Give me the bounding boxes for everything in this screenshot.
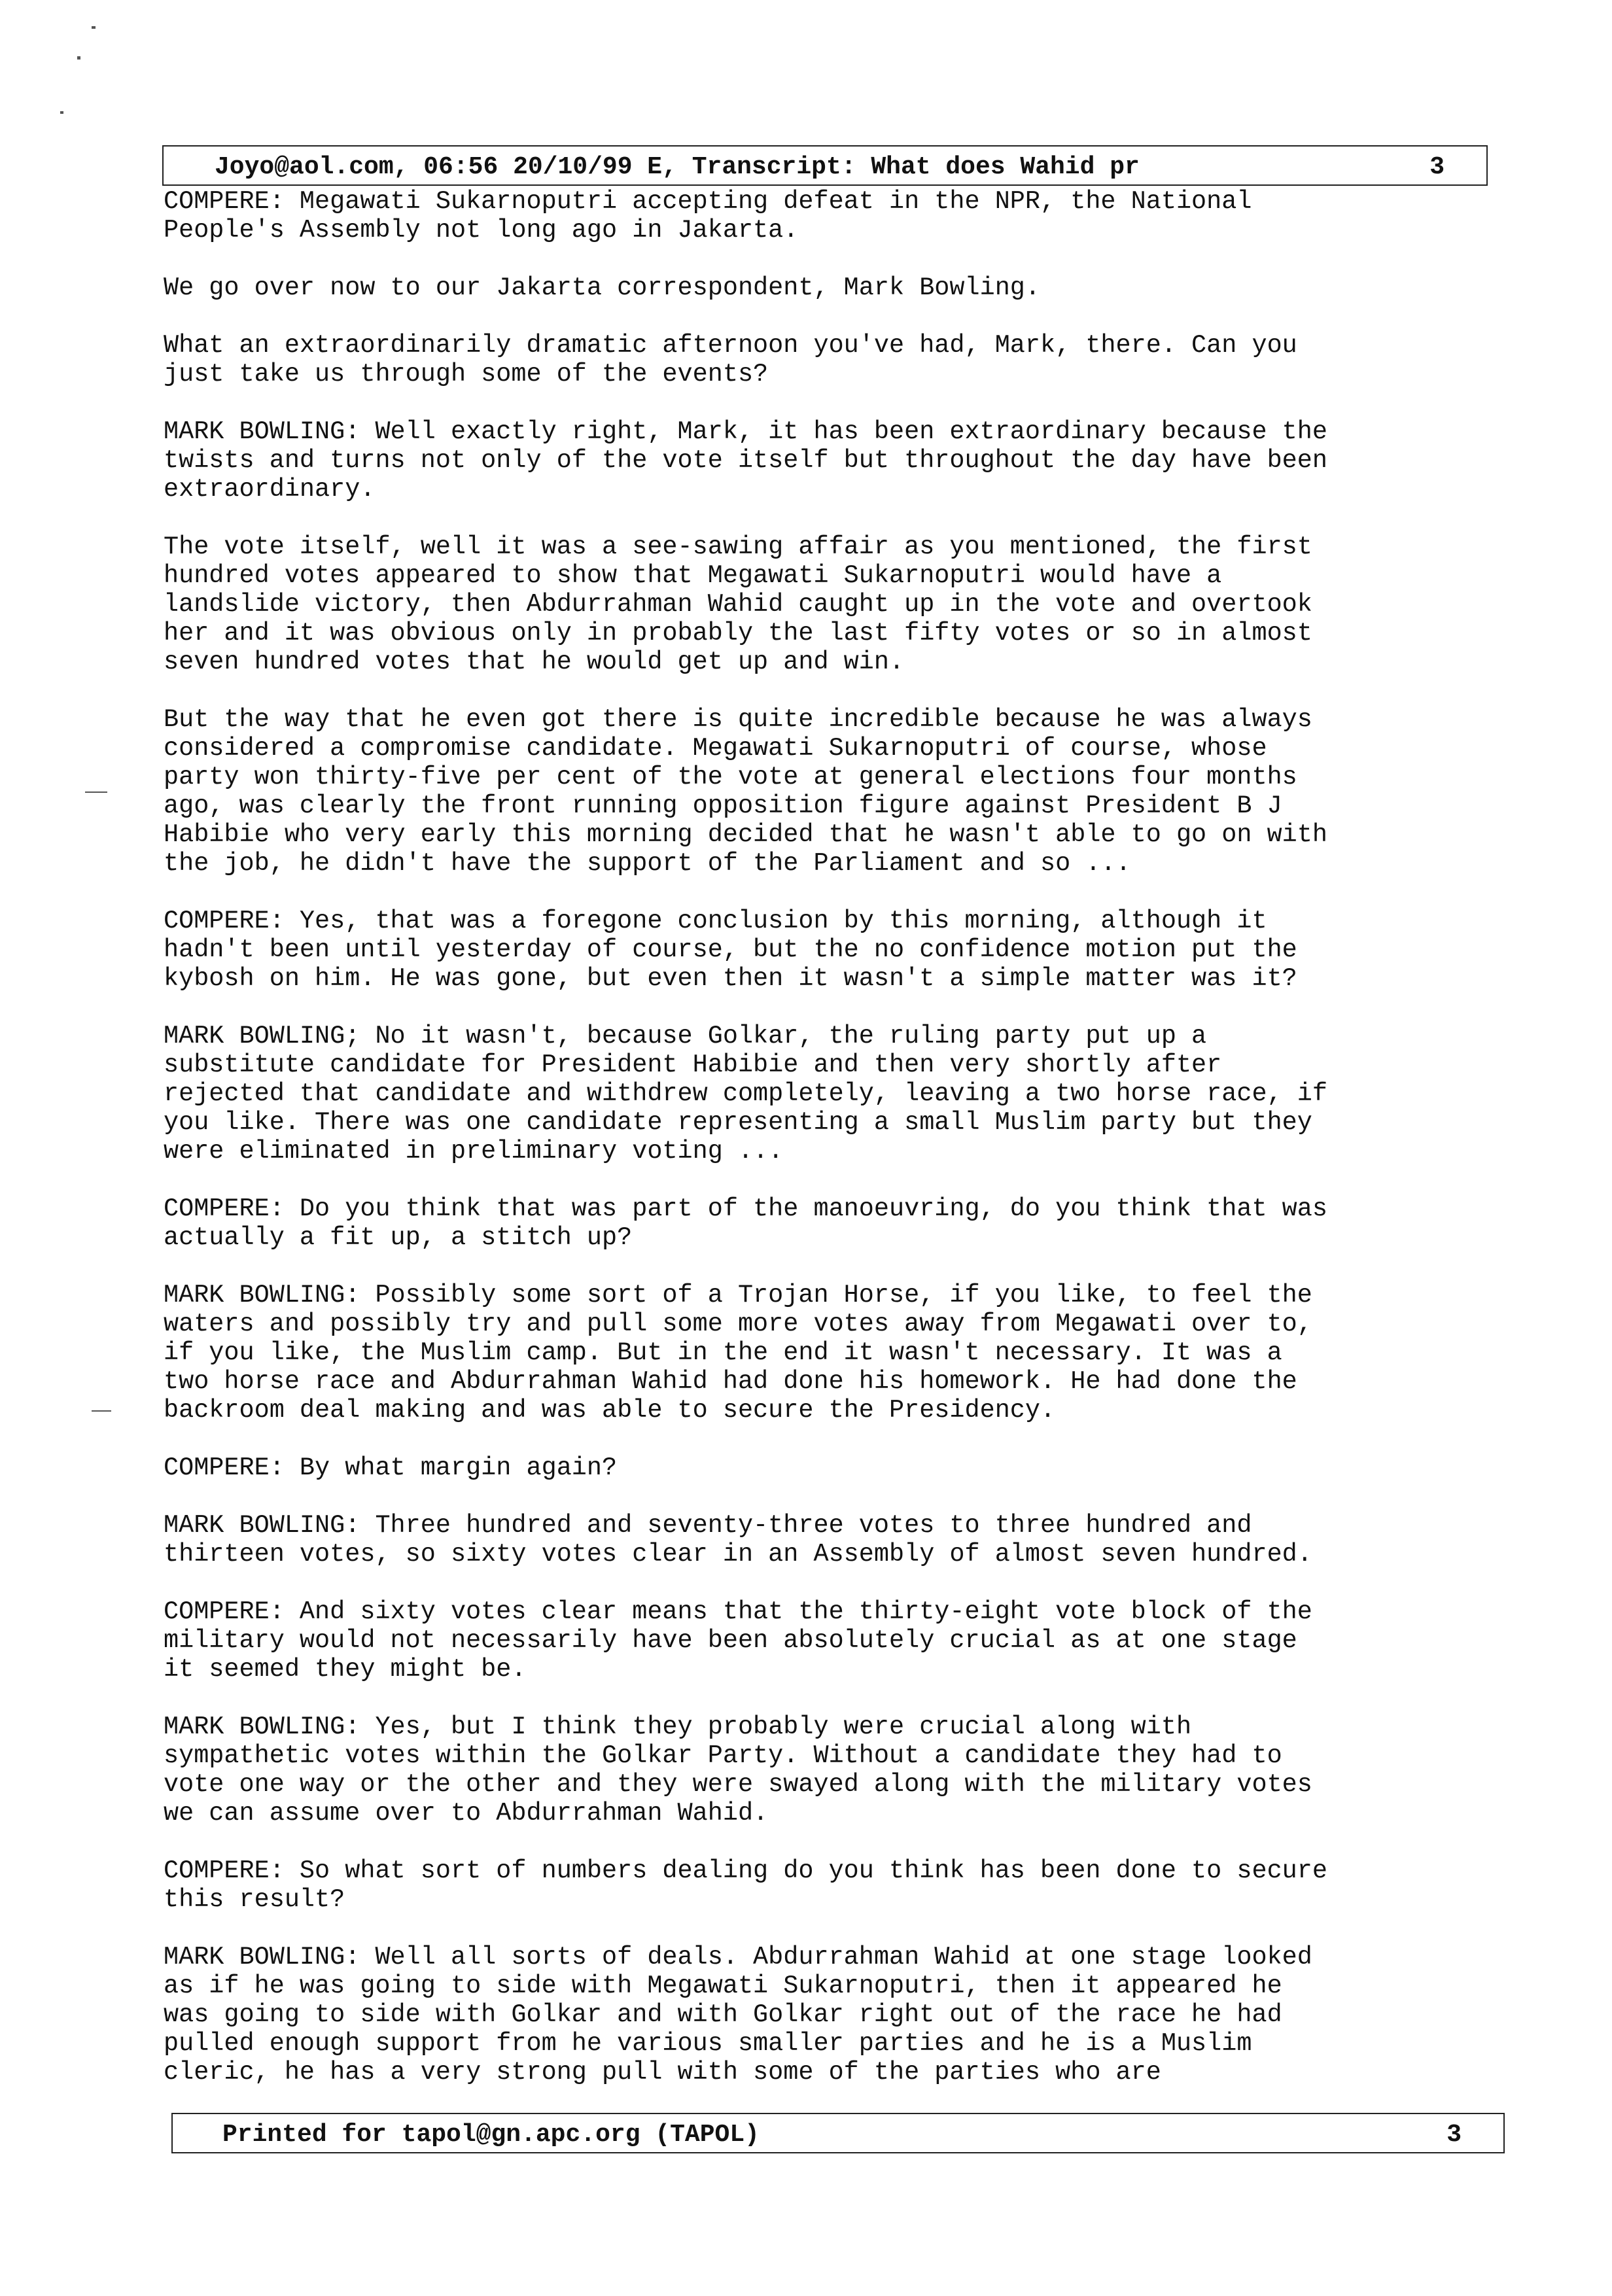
transcript-body [164, 187, 1492, 2115]
transcript-line: extraordinary. [164, 475, 376, 504]
transcript-line: cleric, he has a very strong pull with some of the parties who are [164, 2058, 1161, 2087]
transcript-line: substitute candidate for President Habibie and then very shortly after [164, 1051, 1222, 1079]
transcript-line: hundred votes appeared to show that Megawati Sukarnoputri would have a [164, 561, 1222, 590]
transcript-line: COMPERE: Megawati Sukarnoputri accepting defeat in the NPR, the National [164, 187, 1252, 216]
transcript-line: if you like, the Muslim camp. But in the end it wasn't necessary. It was a [164, 1338, 1282, 1367]
transcript-line: this result? [164, 1885, 345, 1914]
page-footer [171, 2113, 1505, 2153]
transcript-line: actually a fit up, a stitch up? [164, 1223, 633, 1252]
transcript-paragraph [164, 1194, 1492, 1252]
header-page-number: 3 [1429, 153, 1445, 181]
transcript-line: MARK BOWLING: Three hundred and seventy-three votes to three hundred and [164, 1511, 1252, 1540]
transcript-line: considered a compromise candidate. Megawati Sukarnoputri of course, whose [164, 734, 1267, 763]
transcript-paragraph [164, 532, 1492, 676]
transcript-line: party won thirty-five per cent of the vote at general elections four months [164, 763, 1297, 791]
scan-speck [77, 56, 80, 60]
transcript-line: COMPERE: And sixty votes clear means that the thirty-eight vote block of the [164, 1597, 1312, 1626]
transcript-line: was going to side with Golkar and with Golkar right out of the race he had [164, 2000, 1282, 2029]
transcript-paragraph [164, 417, 1492, 504]
transcript-line: COMPERE: So what sort of numbers dealing do you think has been done to secure [164, 1856, 1327, 1885]
transcript-line: ago, was clearly the front running opposition figure against President B J [164, 791, 1282, 820]
transcript-line: pulled enough support from he various smaller parties and he is a Muslim [164, 2029, 1252, 2058]
transcript-line: were eliminated in preliminary voting ... [164, 1137, 784, 1166]
transcript-line: as if he was going to side with Megawati Sukarnoputri, then it appeared he [164, 1972, 1282, 2000]
transcript-line: hadn't been until yesterday of course, but the no confidence motion put the [164, 935, 1297, 964]
transcript-line: COMPERE: Yes, that was a foregone conclusion by this morning, although it [164, 907, 1267, 935]
transcript-line: rejected that candidate and withdrew completely, leaving a two horse race, if [164, 1079, 1327, 1108]
scan-speck [85, 791, 107, 793]
scan-speck [92, 26, 96, 29]
scan-speck [60, 111, 63, 114]
transcript-line: MARK BOWLING: Possibly some sort of a Trojan Horse, if you like, to feel the [164, 1281, 1312, 1310]
transcript-paragraph [164, 705, 1492, 878]
transcript-paragraph [164, 1943, 1492, 2087]
transcript-paragraph [164, 273, 1492, 302]
header-title: Joyo@aol.com, 06:56 20/10/99 E, Transcript: What does Wahid pr [215, 153, 1140, 181]
transcript-line: MARK BOWLING; No it wasn't, because Golkar, the ruling party put up a [164, 1022, 1207, 1051]
transcript-line: twists and turns not only of the vote itself but throughout the day have been [164, 446, 1327, 475]
transcript-line: you like. There was one candidate representing a small Muslim party but they [164, 1108, 1312, 1137]
transcript-line: the job, he didn't have the support of the Parliament and so ... [164, 849, 1131, 878]
footer-page-number: 3 [1446, 2121, 1462, 2149]
transcript-line: just take us through some of the events? [164, 360, 769, 389]
transcript-paragraph [164, 907, 1492, 993]
transcript-line: thirteen votes, so sixty votes clear in an Assembly of almost seven hundred. [164, 1540, 1312, 1569]
transcript-line: People's Assembly not long ago in Jakarta. [164, 216, 799, 245]
transcript-line: her and it was obvious only in probably the last fifty votes or so in almost [164, 619, 1312, 648]
transcript-line: vote one way or the other and they were swayed along with the military votes [164, 1770, 1312, 1799]
transcript-line: But the way that he even got there is quite incredible because he was always [164, 705, 1312, 734]
transcript-paragraph [164, 187, 1492, 245]
transcript-line: MARK BOWLING: Well exactly right, Mark, it has been extraordinary because the [164, 417, 1327, 446]
transcript-line: backroom deal making and was able to secure the Presidency. [164, 1396, 1056, 1425]
transcript-line: The vote itself, well it was a see-sawing affair as you mentioned, the first [164, 532, 1312, 561]
transcript-paragraph [164, 331, 1492, 389]
transcript-paragraph [164, 1281, 1492, 1425]
transcript-line: We go over now to our Jakarta correspondent, Mark Bowling. [164, 273, 1041, 302]
transcript-line: landslide victory, then Abdurrahman Wahid caught up in the vote and overtook [164, 590, 1312, 619]
transcript-line: kybosh on him. He was gone, but even then it wasn't a simple matter was it? [164, 964, 1297, 993]
transcript-paragraph [164, 1453, 1492, 1482]
transcript-line: it seemed they might be. [164, 1655, 527, 1684]
transcript-line: two horse race and Abdurrahman Wahid had done his homework. He had done the [164, 1367, 1297, 1396]
transcript-paragraph [164, 1511, 1492, 1569]
transcript-paragraph [164, 1597, 1492, 1684]
transcript-line: sympathetic votes within the Golkar Party. Without a candidate they had to [164, 1741, 1282, 1770]
transcript-line: we can assume over to Abdurrahman Wahid. [164, 1799, 769, 1828]
scan-speck [92, 1410, 111, 1412]
transcript-line: seven hundred votes that he would get up and win. [164, 648, 905, 676]
transcript-line: MARK BOWLING: Well all sorts of deals. Abdurrahman Wahid at one stage looked [164, 1943, 1312, 1972]
transcript-line: military would not necessarily have been absolutely crucial as at one stage [164, 1626, 1297, 1655]
transcript-line: MARK BOWLING: Yes, but I think they probably were crucial along with [164, 1713, 1192, 1741]
transcript-line: waters and possibly try and pull some more votes away from Megawati over to, [164, 1310, 1312, 1338]
transcript-line: COMPERE: By what margin again? [164, 1453, 618, 1482]
transcript-paragraph [164, 1022, 1492, 1166]
transcript-paragraph [164, 1713, 1492, 1828]
transcript-paragraph [164, 1856, 1492, 1914]
page-header [162, 145, 1488, 186]
transcript-line: COMPERE: Do you think that was part of the manoeuvring, do you think that was [164, 1194, 1327, 1223]
transcript-line: What an extraordinarily dramatic afternoon you've had, Mark, there. Can you [164, 331, 1297, 360]
footer-printed-for: Printed for tapol@gn.apc.org (TAPOL) [222, 2121, 760, 2149]
transcript-line: Habibie who very early this morning decided that he wasn't able to go on with [164, 820, 1327, 849]
